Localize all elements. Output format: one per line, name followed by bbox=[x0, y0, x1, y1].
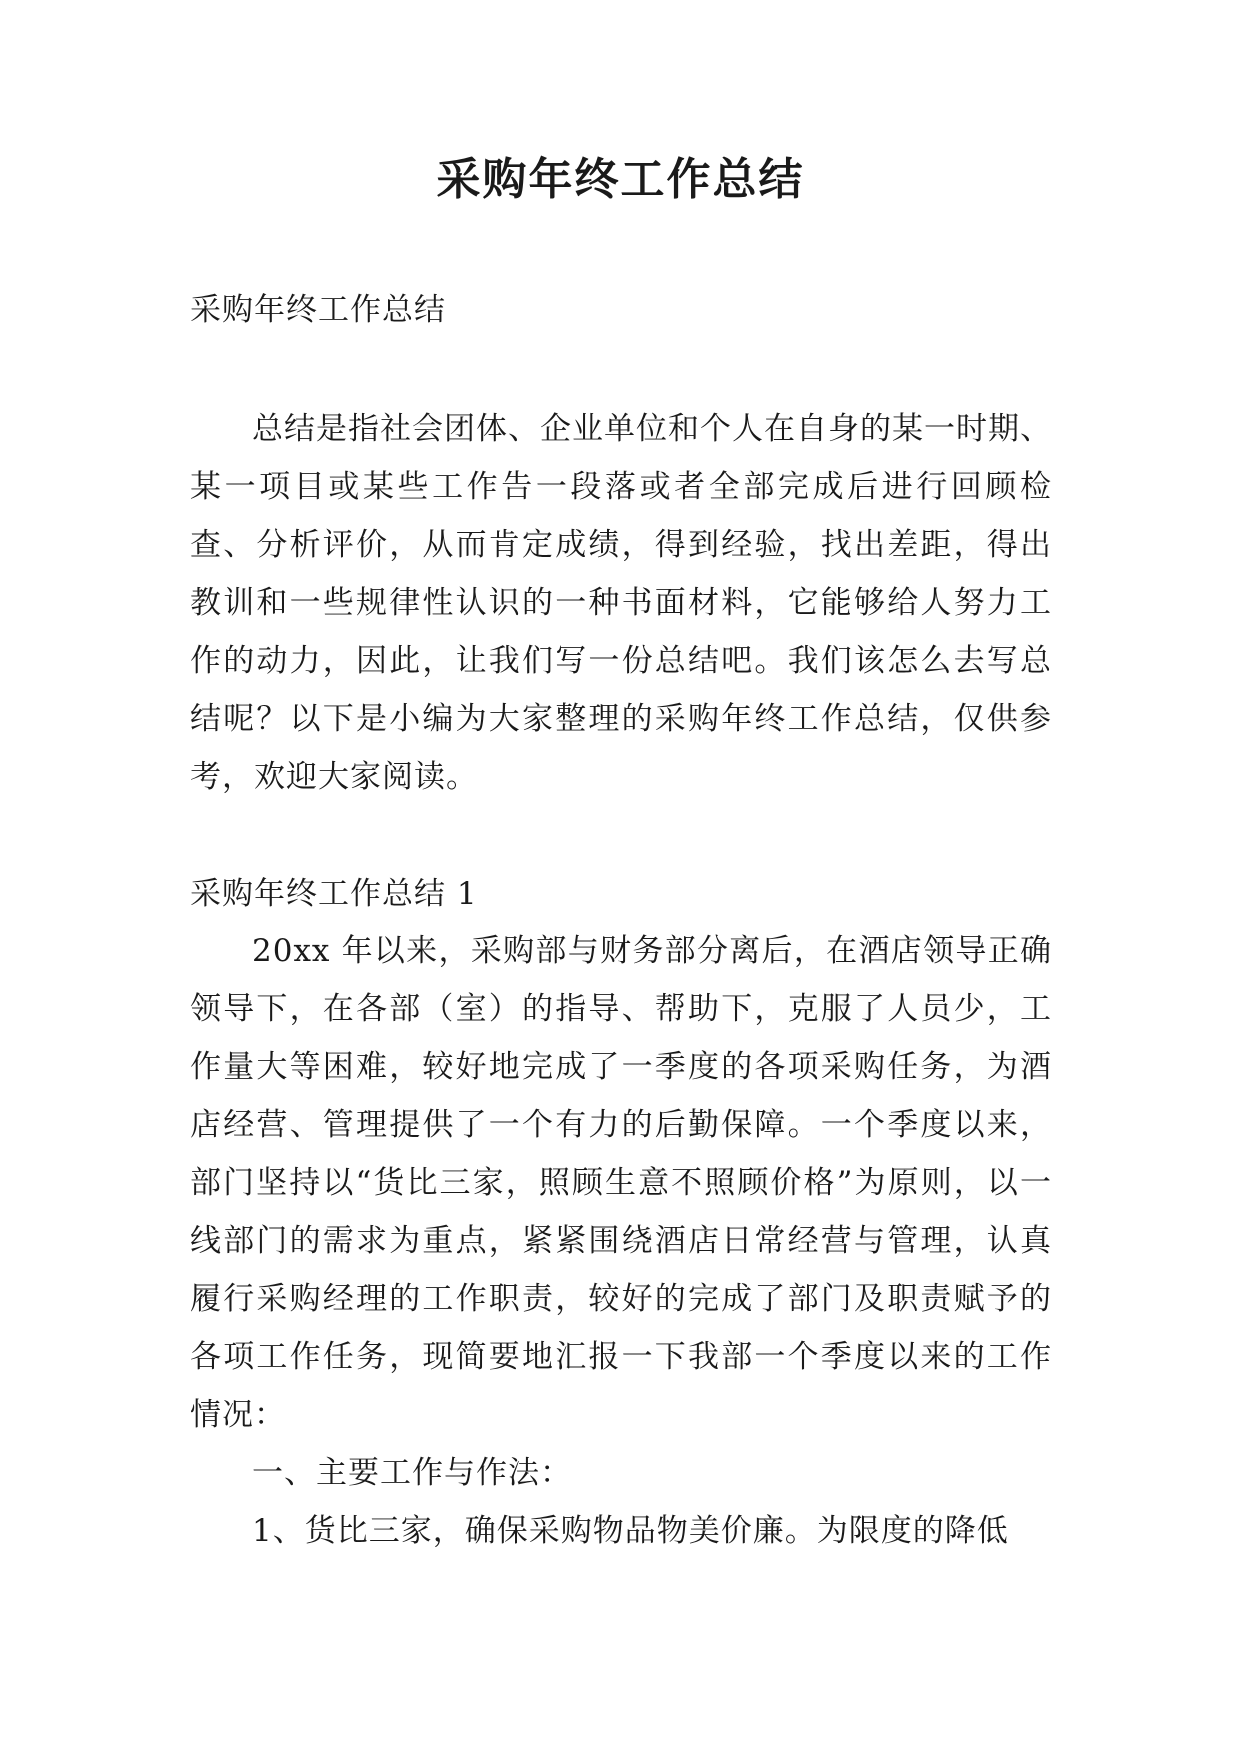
document-subtitle: 采购年终工作总结 bbox=[190, 292, 446, 328]
section-paragraph: 20xx 年以来，采购部与财务部分离后，在酒店领导正确领导下，在各部（室）的指导、帮助下，克服了人员少，工作量大等困难，较好地完成了一季度的各项采购任务，为酒店经营、管理提供了一个有力的后勤保障。一个季度以来，部门坚持以“货比三家，照顾生意不照顾价格”为原则，以一线部门的需求为重点，紧紧围绕酒店日常经营与管理，认真履行采购经理的工作职责，较好的完成了部门及职责赋予的各项工作任务，现简要地汇报一下我部一个季度以来的工作情况： bbox=[190, 933, 1052, 1433]
section-heading-1: 一、主要工作与作法： bbox=[252, 1455, 572, 1491]
section-title: 采购年终工作总结 1 bbox=[190, 876, 478, 912]
document-title: 采购年终工作总结 bbox=[436, 154, 805, 205]
intro-paragraph: 总结是指社会团体、企业单位和个人在自身的某一时期、某一项目或某些工作告一段落或者全部完成后进行回顾检查、分析评价，从而肯定成绩，得到经验，找出差距，得出教训和一些规律性认识的一种书面材料，它能够给人努力工作的动力，因此，让我们写一份总结吧。我们该怎么去写总结呢？以下是小编为大家整理的采购年终工作总结，仅供参考，欢迎大家阅读。 bbox=[190, 411, 1052, 795]
list-item-1: 1、货比三家，确保采购物品物美价廉。为限度的降低 bbox=[252, 1513, 1009, 1549]
document-body bbox=[190, 290, 1052, 1560]
